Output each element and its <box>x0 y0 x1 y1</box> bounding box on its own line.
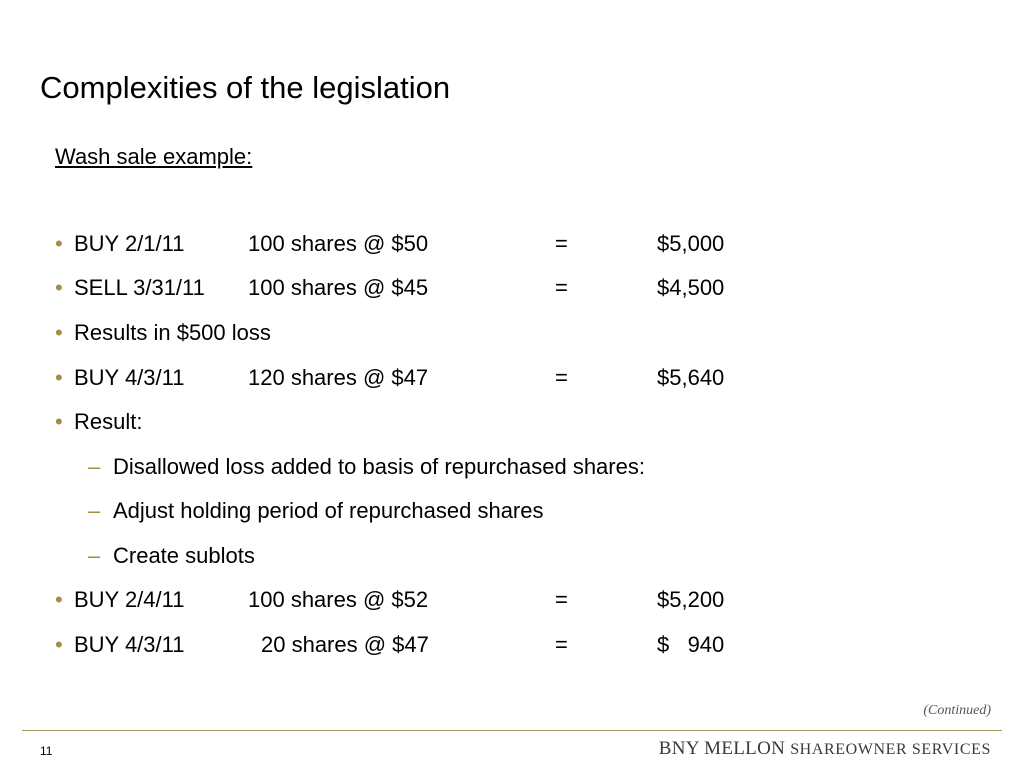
sub-list-item-text: Create sublots <box>113 543 255 568</box>
transaction-action: BUY 4/3/11 <box>74 632 185 657</box>
transaction-amount: $5,000 <box>657 231 725 256</box>
brand-logo <box>659 738 991 760</box>
transaction-detail: 20 shares @ $47 <box>261 632 429 657</box>
list-item-text: Results in $500 loss <box>74 320 271 345</box>
slide-title: Complexities of the legislation <box>40 70 451 105</box>
transaction-amount: $ 940 <box>657 632 725 657</box>
bullet-icon: • <box>55 275 63 300</box>
transaction-amount: $5,640 <box>657 365 725 390</box>
transaction-detail: 100 shares @ $45 <box>248 275 429 300</box>
bullet-icon: • <box>55 365 63 390</box>
transaction-detail: 100 shares @ $52 <box>248 587 429 612</box>
bullet-icon: • <box>55 320 63 345</box>
section-subtitle: Wash sale example: <box>55 144 253 169</box>
dash-icon: – <box>88 498 101 523</box>
sub-list-item-text: Adjust holding period of repurchased shares <box>113 498 544 523</box>
transaction-action: BUY 4/3/11 <box>74 365 185 390</box>
equals-sign: = <box>555 365 568 390</box>
dash-icon: – <box>88 454 101 479</box>
transaction-detail: 120 shares @ $47 <box>248 365 429 390</box>
transaction-action: BUY 2/4/11 <box>74 587 185 612</box>
transaction-amount: $4,500 <box>657 275 725 300</box>
list-item-text: Result: <box>74 409 143 434</box>
transaction-action: BUY 2/1/11 <box>74 231 185 256</box>
equals-sign: = <box>555 632 568 657</box>
brand-main: BNY MELLON <box>658 738 786 759</box>
equals-sign: = <box>555 275 568 300</box>
bullet-icon: • <box>55 587 63 612</box>
dash-icon: – <box>88 543 101 568</box>
sub-list-item-text: Disallowed loss added to basis of repurchased shares: <box>113 454 645 479</box>
bullet-icon: • <box>55 409 63 434</box>
brand-sub: SHAREOWNER SERVICES <box>790 741 991 758</box>
page-number: 11 <box>40 744 53 758</box>
bullet-icon: • <box>55 632 63 657</box>
transaction-detail: 100 shares @ $50 <box>248 231 429 256</box>
continued-note: (Continued) <box>923 703 991 718</box>
footer-divider <box>22 730 1002 731</box>
bullet-icon: • <box>55 231 63 256</box>
equals-sign: = <box>555 587 568 612</box>
transaction-action: SELL 3/31/11 <box>74 275 205 300</box>
transaction-amount: $5,200 <box>657 587 725 612</box>
equals-sign: = <box>555 231 568 256</box>
